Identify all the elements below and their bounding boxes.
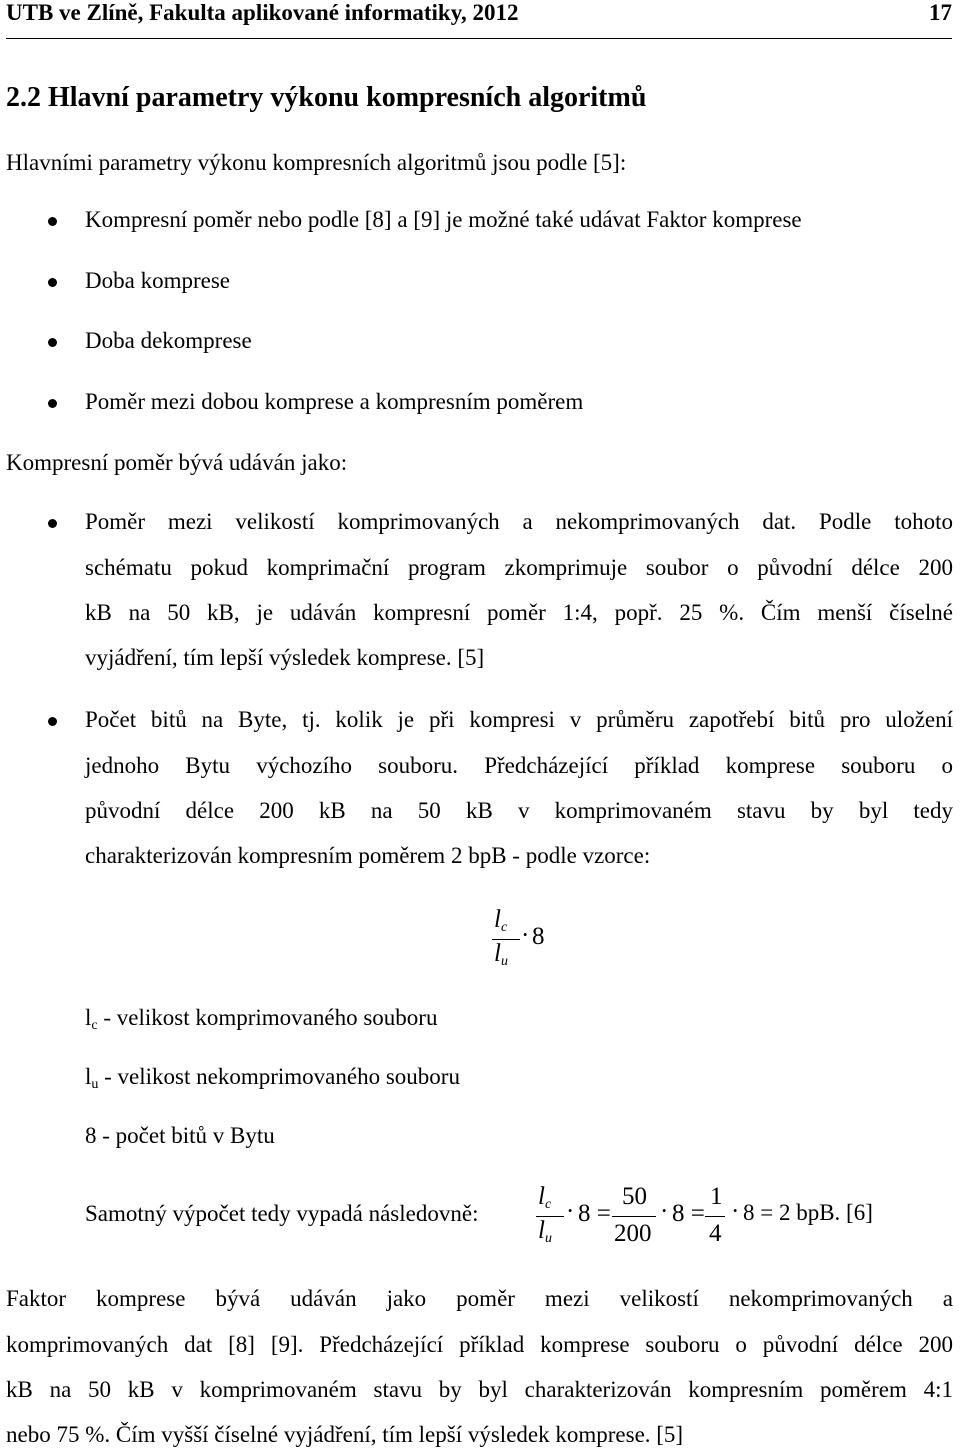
calc-denominator-lu: $l_u$ — [538, 1217, 552, 1246]
formula-denominator: $l_u$ — [494, 940, 508, 969]
list-item: Doba dekomprese — [85, 328, 252, 353]
legend-lc: $l_c$ - velikost komprimovaného souboru — [85, 1005, 438, 1033]
calculation-label: Samotný výpočet tedy vypadá následovně: — [85, 1201, 479, 1226]
formula-times: · — [521, 922, 530, 949]
list-item: Doba komprese — [85, 268, 230, 293]
bullet-icon — [48, 519, 57, 528]
page-number: 17 — [929, 0, 952, 25]
calc-eq-1: 8 = — [578, 1200, 611, 1227]
legend-eight: 8 - počet bitů v Bytu — [85, 1123, 275, 1148]
bullet-icon — [48, 338, 57, 347]
calc-times: · — [566, 1198, 575, 1225]
calc-numerator-1: 1 — [710, 1183, 723, 1210]
calc-eq-2: 8 = — [672, 1200, 705, 1227]
text-line: komprimovaných dat [8] [9]. Předcházející příklad komprese souboru o původní délce 200 — [6, 1332, 953, 1357]
text-line: nebo 75 %. Čím vyšší číselné vyjádření, tím lepší výsledek komprese. [5] — [6, 1422, 684, 1447]
list-item: Poměr mezi dobou komprese a kompresním poměrem — [85, 389, 584, 414]
calc-numerator-50: 50 — [622, 1183, 647, 1210]
calc-times: · — [660, 1198, 669, 1225]
ratio-intro: Kompresní poměr bývá udáván jako: — [6, 450, 348, 475]
bullet-icon — [48, 717, 57, 726]
text-line: charakterizován kompresním poměrem 2 bpB - podle vzorce: — [85, 843, 651, 868]
calc-result: 8 = 2 bpB. [6] — [743, 1200, 873, 1225]
section-heading: 2.2 Hlavní parametry výkonu kompresních algoritmů — [6, 82, 647, 113]
text-line: kB na 50 kB, je udáván kompresní poměr 1:4, popř. 25 %. Čím menší číselné — [85, 600, 953, 625]
formula-numerator: $l_c$ — [494, 906, 508, 935]
header-rule — [6, 38, 952, 39]
list-item: Kompresní poměr nebo podle [8] a [9] je možné také udávat Faktor komprese — [85, 207, 802, 232]
calc-times: · — [731, 1198, 740, 1225]
intro-paragraph: Hlavními parametry výkonu kompresních algoritmů jsou podle [5]: — [6, 150, 627, 175]
calc-numerator-lc: $l_c$ — [538, 1183, 552, 1212]
fraction-bar — [612, 1216, 656, 1217]
bullet-icon — [48, 399, 57, 408]
running-header: UTB ve Zlíně, Fakulta aplikované informatiky, 2012 — [6, 0, 519, 25]
text-line: schématu pokud komprimační program zkomprimuje soubor o původní délce 200 — [85, 555, 953, 580]
bullet-icon — [48, 278, 57, 287]
text-line: jednoho Bytu výchozího souboru. Předcházející příklad komprese souboru o — [85, 753, 953, 778]
fraction-bar — [705, 1216, 725, 1217]
text-line: vyjádření, tím lepší výsledek komprese. [5] — [85, 645, 485, 670]
calc-denominator-200: 200 — [614, 1220, 652, 1247]
text-line: Poměr mezi velikostí komprimovaných a nekomprimovaných dat. Podle tohoto — [85, 509, 953, 534]
text-line: původní délce 200 kB na 50 kB v komprimovaném stavu by byl tedy — [85, 798, 953, 823]
legend-lu: $l_u$ - velikost nekomprimovaného souboru — [85, 1064, 460, 1092]
bullet-icon — [48, 217, 57, 226]
text-line: kB na 50 kB v komprimovaném stavu by byl charakterizován kompresním poměrem 4:1 — [6, 1377, 953, 1402]
text-line: Počet bitů na Byte, tj. kolik je při kompresi v průměru zapotřebí bitů pro uložení — [85, 707, 953, 732]
formula-eight: 8 — [532, 923, 545, 950]
text-line: Faktor komprese bývá udáván jako poměr mezi velikostí nekomprimovaných a — [6, 1286, 953, 1311]
calc-denominator-4: 4 — [709, 1220, 722, 1247]
